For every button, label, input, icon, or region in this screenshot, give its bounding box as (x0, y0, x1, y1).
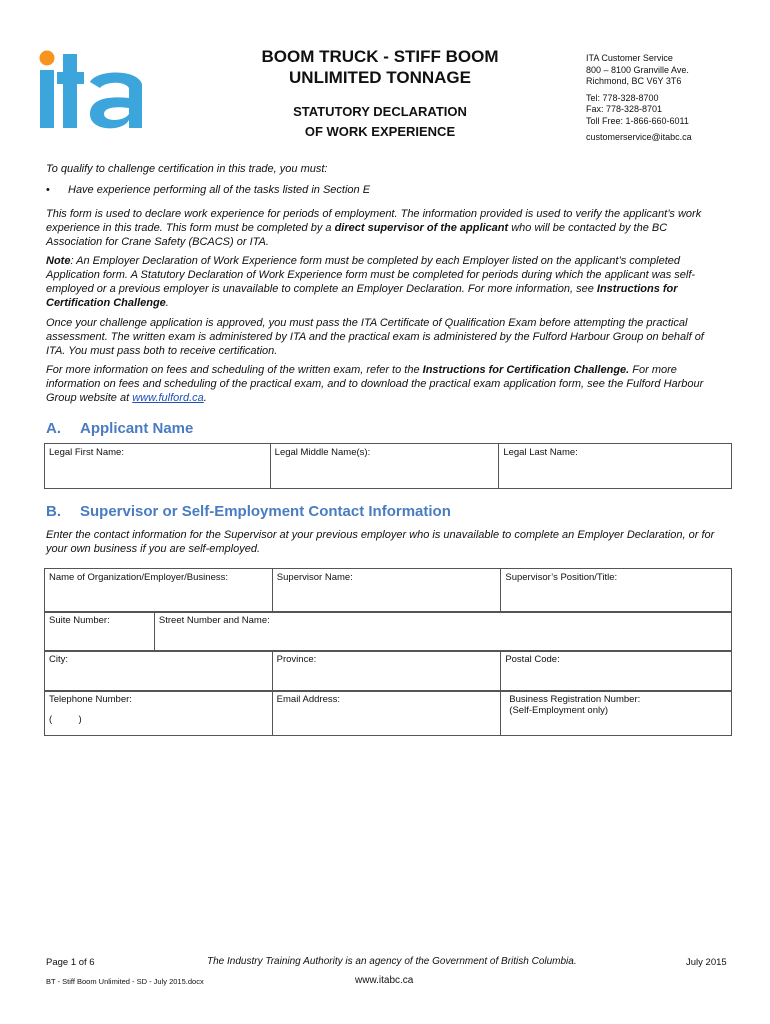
middle-name-field[interactable] (270, 444, 499, 489)
document-subtitle-line1: STATUTORY DECLARATION (293, 104, 467, 119)
document-subtitle-line2: OF WORK EXPERIENCE (304, 124, 456, 139)
email-label: Email Address: (276, 694, 341, 705)
contact-email[interactable]: customerservice@itabc.ca (586, 132, 692, 142)
document-title-line2: UNLIMITED TONNAGE (289, 68, 471, 87)
supervisor-row-1 (44, 568, 732, 613)
section-b-title: Supervisor or Self-Employment Contact Information (80, 503, 451, 520)
bullet-icon: • (46, 184, 50, 196)
footer-filename: BT - Stiff Boom Unlimited - SD - July 2015.docx (46, 977, 204, 986)
contact-address2: Richmond, BC V6Y 3T6 (586, 76, 682, 86)
business-registration-note: (Self-Employment only) (509, 705, 609, 716)
postal-code-field[interactable] (501, 651, 732, 692)
purpose-emphasis: direct supervisor of the applicant (334, 222, 509, 234)
footer-website[interactable]: www.itabc.ca (355, 975, 414, 986)
supervisor-row-3 (44, 650, 732, 692)
middle-name-label: Legal Middle Name(s): (274, 447, 371, 458)
telephone-field[interactable] (45, 691, 273, 736)
contact-fax: Fax: 778-328-8701 (586, 104, 663, 114)
page-number: Page 1 of 6 (46, 957, 95, 968)
section-a-title: Applicant Name (80, 420, 194, 437)
note-text-end: . (165, 297, 169, 309)
last-name-field[interactable] (499, 444, 732, 489)
paragraph-exam: Once your challenge application is approved, you must pass the ITA Certificate of Qualification Exam before attempting the practical assessment. The written exam is administered by ITA and the practical exam is administered by the Fulford Harbour Group on behalf of ITA. You must pass both to receive certification. (46, 317, 704, 357)
business-registration-label: Business Registration Number: (509, 694, 641, 705)
street-field[interactable] (154, 612, 731, 652)
supervisor-name-label: Supervisor Name: (276, 572, 353, 583)
fulford-link[interactable]: www.fulford.ca (132, 392, 204, 404)
last-name-label: Legal Last Name: (503, 447, 578, 458)
title-block (240, 46, 520, 142)
ita-logo (38, 48, 150, 130)
contact-tollfree: Toll Free: 1-866-660-6011 (586, 115, 689, 126)
email-field[interactable] (272, 691, 501, 736)
requirement-text: Have experience performing all of the tasks listed in Section E (68, 184, 371, 196)
section-a-letter: A. (46, 420, 61, 437)
paragraph-fees (46, 363, 726, 405)
section-b-heading (46, 503, 451, 520)
telephone-label: Telephone Number: (49, 694, 132, 705)
supervisor-position-label: Supervisor’s Position/Title: (505, 572, 618, 583)
qualify-text: To qualify to challenge certification in this trade, you must: (46, 163, 328, 175)
footer-agency: The Industry Training Authority is an agency of the Government of British Columbia. (207, 956, 577, 967)
fees-text: For more information on fees and scheduling of the written exam, refer to the (46, 364, 423, 376)
suite-number-field[interactable] (45, 612, 155, 652)
fees-instructions-ref: Instructions for Certification Challenge. (422, 364, 630, 376)
city-field[interactable] (45, 651, 273, 692)
contact-info (586, 53, 692, 144)
first-name-label: Legal First Name: (49, 447, 124, 458)
requirement-bullet (46, 184, 370, 196)
footer-date: July 2015 (686, 957, 727, 968)
city-label: City: (49, 654, 68, 665)
first-name-field[interactable] (45, 444, 271, 489)
supervisor-position-field[interactable] (501, 569, 732, 613)
fees-text-mid: For more information on fees and scheduling of the practical exam, and to download the practical exam application form, see the Fulford Harbour Group website at (46, 364, 704, 404)
note-label: Note (46, 255, 71, 267)
paragraph-note (46, 254, 726, 310)
suite-number-label: Suite Number: (49, 615, 110, 626)
business-registration-field[interactable] (501, 691, 732, 736)
province-label: Province: (276, 654, 317, 665)
fees-text-end: . (203, 392, 207, 404)
paragraph-purpose (46, 207, 726, 249)
section-b-letter: B. (46, 503, 61, 520)
organization-field[interactable] (45, 569, 273, 613)
contact-address1: 800 – 8100 Granville Ave. (586, 64, 689, 75)
note-instructions-ref: Instructions for Certification Challenge (46, 283, 678, 309)
section-a-heading (46, 420, 193, 437)
area-code-parens: ( ) (49, 714, 82, 725)
contact-org: ITA Customer Service (586, 53, 673, 63)
note-text: : An Employer Declaration of Work Experience form must be completed by each Employer listed on the applicant’s completed Application form. A Statutory Declaration of Work Experience form must be completed for periods during which the applicant was self-employed or a previous employer is unavailable to complete an Employer Declaration. For more information, see (46, 255, 696, 295)
supervisor-row-4 (44, 690, 732, 736)
postal-code-label: Postal Code: (505, 654, 560, 665)
section-b-intro: Enter the contact information for the Supervisor at your previous employer who is unavailable to complete an Employer Declaration, or for your own business if you are self-employed. (46, 529, 715, 555)
supervisor-row-2 (44, 611, 732, 652)
purpose-text-end: who will be contacted by the BC Association for Crane Safety (BCACS) or ITA. (46, 222, 668, 248)
document-title-line1: BOOM TRUCK - STIFF BOOM (261, 47, 499, 66)
province-field[interactable] (272, 651, 501, 692)
supervisor-name-field[interactable] (272, 569, 501, 613)
purpose-text: This form is used to declare work experience for periods of employment. The information provided is used to verify the applicant’s work experience in this trade. This form must be completed by a (46, 208, 702, 234)
organization-label: Name of Organization/Employer/Business: (49, 572, 228, 583)
contact-tel: Tel: 778-328-8700 (586, 92, 659, 103)
applicant-name-table (44, 443, 732, 489)
street-label: Street Number and Name: (158, 615, 270, 626)
